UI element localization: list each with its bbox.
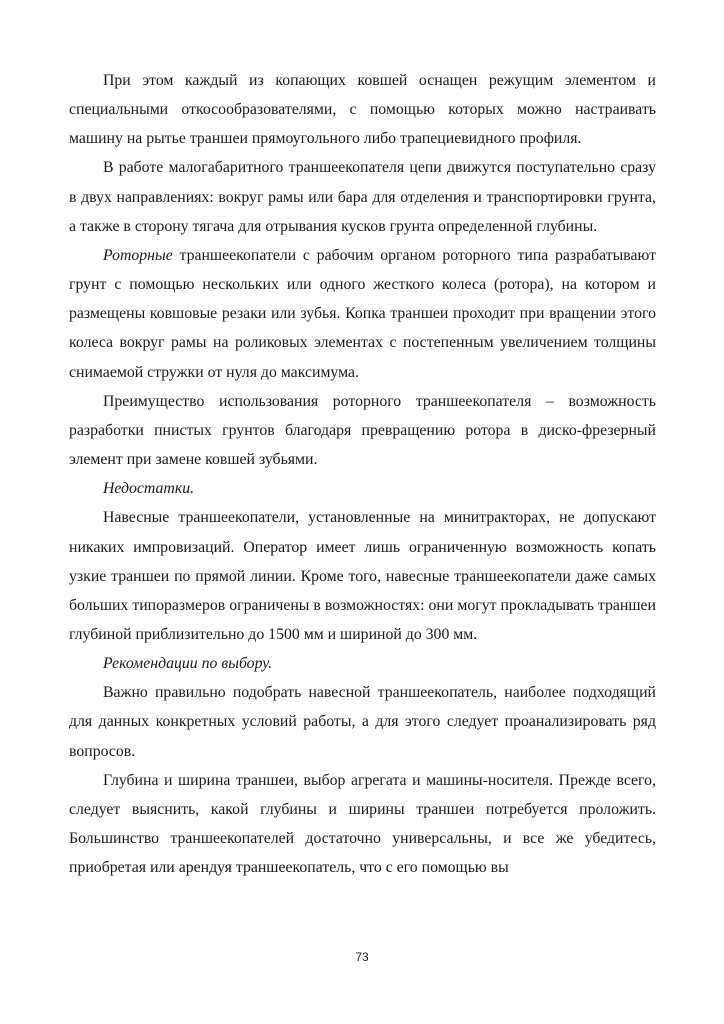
subheading-recommendations: [69, 649, 656, 678]
paragraph-6: [69, 678, 656, 765]
paragraph-4-text: Преимущество использования роторного траншеекопателя – возможность разработки пнистых грунтов благодаря превращению ротора в диско-фрезерный элемент при замене ковшей зубьями.: [69, 392, 656, 469]
paragraph-2-text: В работе малогабаритного траншеекопателя цепи движутся поступательно сразу в двух направлениях: вокруг рамы или бара для отделения и транспортировки грунта, а также в сторону тягача для отрывания кусков грунта определенной глубины.: [69, 159, 656, 235]
paragraph-7-text: Глубина и ширина траншеи, выбор агрегата и машины-носителя. Прежде всего, следует выяснить, какой глубины и ширины траншеи потребуется проложить. Большинство траншеекопателей достаточно универсальны, и все же убедитесь, приобретая или арендуя траншеекопатель, что с его помощью вы: [69, 771, 656, 877]
paragraph-1-text: При этом каждый из копающих ковшей оснащен режущим элементом и специальными откосообразователями, с помощью которых можно настраивать машину на рытье траншеи прямоугольного либо трапециевидного профиля.: [69, 72, 656, 148]
page-body: [69, 66, 656, 882]
paragraph-4: [69, 387, 656, 474]
paragraph-2: [69, 153, 656, 240]
paragraph-7: [69, 766, 656, 883]
paragraph-3-italic-lead: Роторные: [103, 246, 173, 264]
paragraph-3: [69, 241, 656, 387]
paragraph-5-text: Навесные траншеекопатели, установленные на минитракторах, не допускают никаких импровизаций. Оператор имеет лишь ограниченную возможность копать узкие траншеи по прямой линии. Кроме того, навесные траншеекопатели даже самых больших типоразмеров ограничены в возможностях: они могут прокладывать траншеи глубиной приблизительно до 1500 мм и шириной до 300 мм.: [69, 509, 656, 643]
subheading-disadvantages-text: Недостатки.: [103, 480, 195, 498]
paragraph-6-text: Важно правильно подобрать навесной траншеекопатель, наиболее подходящий для данных конкретных условий работы, а для этого следует проанализировать ряд вопросов.: [69, 684, 656, 760]
paragraph-3-text: траншеекопатели с рабочим органом роторного типа разрабатывают грунт с помощью нескольких или одного жесткого колеса (ротора), на котором и размещены ковшовые резаки или зубья. Копка траншеи проходит при вращении этого колеса вокруг рамы на роликовых элементах с постепенным увеличением толщины снимаемой стружки от нуля до максимума.: [69, 246, 656, 381]
subheading-recommendations-text: Рекомендации по выбору.: [103, 655, 273, 673]
page-number: 73: [355, 950, 369, 964]
paragraph-1: [69, 66, 656, 153]
paragraph-5: [69, 503, 656, 649]
subheading-disadvantages: [69, 474, 656, 503]
